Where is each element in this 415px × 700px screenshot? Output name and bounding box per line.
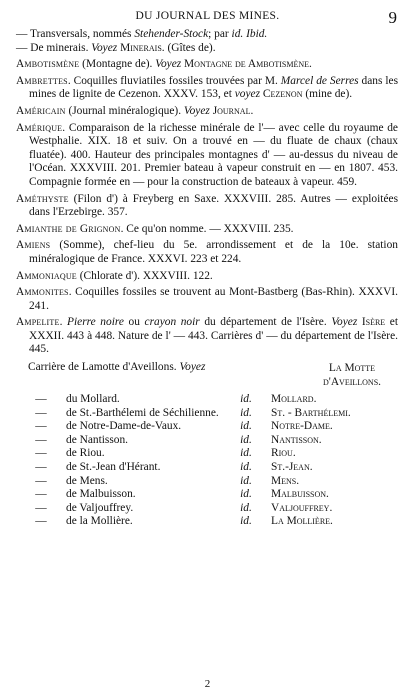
carriere-name: de St.-Barthélemi de Séchilienne. [66, 406, 219, 419]
entry-rest-text: De minerais. [27, 41, 92, 54]
entry-head-text: Amianthe de Grignon [16, 222, 121, 235]
entry-it-text: Marcel de Serres [280, 74, 359, 87]
entry-head-text: Amérique [16, 121, 63, 134]
carriere-ref: Mens. [271, 474, 300, 487]
entry-text-text: . Comparaison de la richesse minérale de l'— avec celle du royaume de Westphalie. XIX. 18 et suiv. On a trouvé en — du fluate de chaux (chaux fluatée). 400. Hauteur des principales montagnes d' — au-dessus du niveau de l'Océan. XXXVIII. 201. Premier bateau à vapeur construit en — en 1807. 453. Compagnie formée en — pour la construction de bateaux à vapeur. 459. [29, 121, 398, 188]
carriere-intro [16, 361, 398, 393]
carriere-id: id. [240, 501, 252, 514]
entry-text-text: (Chlorate d'). XXXVIII. 122. [76, 269, 213, 282]
carriere-ref: Mollard. [271, 393, 317, 406]
index-entry [16, 270, 398, 284]
carriere-dash: — [35, 501, 47, 514]
carriere-id: id. [240, 433, 252, 446]
carriere-dash: — [35, 461, 47, 474]
carriere-row [16, 461, 398, 475]
index-entry [16, 223, 398, 237]
carriere-name: de Notre-Dame-de-Vaux. [66, 420, 182, 433]
carriere-voyez: Voyez [179, 361, 206, 374]
entry-sc-text: Montagne de Ambotismène [181, 58, 310, 71]
entry-head-text: Améthyste [16, 192, 69, 205]
carriere-name: de Mens. [66, 474, 108, 487]
carriere-id: id. [240, 420, 252, 433]
carriere-dash: — [35, 515, 47, 528]
entry-rest-text: et XXXII. 443 à 448. Nature de l' — 443. Carrières d' — du département de l'Isère. 445. [29, 316, 399, 356]
index-entry [16, 75, 398, 102]
carriere-dash: — [35, 406, 47, 419]
carriere-row [16, 434, 398, 448]
entry-rest-text: . [309, 58, 312, 71]
index-entries [16, 28, 398, 357]
carriere-name: de Valjouffrey. [66, 501, 134, 514]
entry-sc-text: Minerais [117, 41, 162, 54]
carriere-dash: — [35, 393, 47, 406]
carriere-id: id. [240, 488, 252, 501]
carriere-ref-line2: d'Aveillons. [322, 376, 381, 389]
carriere-table [16, 393, 398, 529]
entry-sc-text: Isère [357, 316, 386, 329]
entry-it-text: id. Ibid. [231, 28, 268, 40]
entry-it-text: Pierre noire [67, 316, 124, 329]
entry-rest-text: ou [123, 316, 145, 329]
carriere-ref: La Mollière. [271, 515, 333, 528]
carriere-intro-text: Carrière de Lamotte d'Aveillons. [28, 361, 177, 374]
carriere-id: id. [240, 461, 252, 474]
entry-rest-text: (Montagne de). [79, 58, 156, 71]
carriere-id: id. [240, 406, 252, 419]
index-entry [16, 316, 398, 357]
entry-dash-text: — [16, 41, 28, 54]
entry-head-text: Ambotismène [16, 58, 80, 71]
entry-sc-text: Journal [209, 104, 251, 117]
entry-head-text: Américain [16, 104, 66, 117]
carriere-name: de Malbuisson. [66, 488, 136, 501]
entry-rest-text: ; par [208, 28, 232, 40]
carriere-row [16, 420, 398, 434]
running-head: DU JOURNAL DES MINES. [135, 10, 280, 22]
carriere-row [16, 502, 398, 516]
carriere-ref-line1: La Motte [328, 362, 376, 375]
entry-head-text: Amiens [16, 239, 51, 252]
carriere-ref: St.-Jean. [271, 461, 313, 474]
entry-it-text: Stehender-Stock [134, 28, 209, 40]
carriere-id: id. [240, 393, 252, 406]
index-entry [16, 286, 398, 313]
index-entry [16, 42, 398, 56]
entry-rest-text: . Coquilles fluviatiles fossiles trouvées par M. [67, 74, 281, 87]
carriere-row [16, 475, 398, 489]
page-header [0, 8, 415, 28]
index-entry [16, 239, 398, 266]
index-entry [16, 193, 398, 220]
carriere-ref [306, 361, 398, 389]
entry-it-text: Voyez [91, 41, 118, 54]
entry-head-text: Ampelite [16, 316, 60, 329]
entry-rest-text: du département de l'Isère. [199, 316, 332, 329]
carriere-name: de St.-Jean d'Hérant. [66, 461, 161, 474]
entry-rest-text: Transversals, nommés [27, 28, 135, 40]
entry-rest-text: (mine de). [302, 88, 353, 101]
entry-it-text: Voyez [183, 104, 210, 117]
carriere-ref: Valjouffrey. [271, 501, 333, 514]
carriere-dash: — [35, 420, 47, 433]
carriere-dash: — [35, 433, 47, 446]
carriere-ref: St. - Barthélemi. [271, 406, 351, 419]
entry-rest-text: dans les mines de lignite de Cezenon. XXXV. 153, et [29, 74, 398, 101]
page-number: 9 [388, 8, 397, 27]
carriere-name: du Mollard. [66, 393, 120, 406]
entry-text-text: . Coquilles fossiles se trouvent au Mont-Bastberg (Bas-Rhin). XXXVI. 241. [29, 286, 398, 312]
entry-head-text: Ammonites [16, 286, 69, 299]
entry-text-text: (Somme), chef-lieu du 5e. arrondissement et de la 10e. station minéralogique de France. XXXVI. 223 et 224. [29, 239, 398, 265]
index-entry [16, 58, 398, 72]
entry-it-text: Voyez [155, 58, 182, 71]
entry-it-text: crayon noir [144, 316, 200, 329]
carriere-row [16, 407, 398, 421]
carriere-row [16, 447, 398, 461]
carriere-id: id. [240, 515, 252, 528]
carriere-name: de Nantisson. [66, 433, 129, 446]
entry-text-text: (Filon d') à Freyberg en Saxe. XXXVIII. 285. Autres — exploitées dans l'Erzebirge. 357. [29, 192, 398, 219]
entry-head-text: Ammoniaque [16, 269, 77, 282]
carriere-dash: — [35, 474, 47, 487]
index-body [16, 28, 398, 529]
carriere-ref: Notre-Dame. [271, 420, 333, 433]
carriere-ref: Malbuisson. [271, 488, 329, 501]
carriere-name: de Riou. [66, 447, 105, 460]
entry-it-text: Voyez [331, 316, 358, 329]
entry-text-text: . Ce qu'on nomme. — XXXVIII. 235. [120, 222, 294, 235]
index-entry [16, 28, 398, 42]
entry-rest-text: (Journal minéralogique). [65, 104, 184, 117]
carriere-intro-line [28, 361, 205, 375]
carriere-row [16, 515, 398, 529]
carriere-dash: — [35, 447, 47, 460]
carriere-row [16, 393, 398, 407]
carriere-row [16, 488, 398, 502]
carriere-name: de la Mollière. [66, 515, 133, 528]
entry-dash-text: — [16, 28, 28, 40]
carriere-ref: Riou. [271, 447, 296, 460]
entry-rest-text: . (Gîtes de). [161, 41, 216, 54]
entry-rest-text: . [250, 104, 254, 117]
index-entry [16, 105, 398, 119]
entry-sc-text: Cezenon [260, 88, 303, 101]
carriere-id: id. [240, 474, 252, 487]
carriere-dash: — [35, 488, 47, 501]
entry-head-text: Ambrettes [16, 74, 68, 87]
index-entry [16, 122, 398, 190]
entry-it-text: voyez [234, 88, 261, 101]
carriere-ref: Nantisson. [271, 433, 322, 446]
carriere-id: id. [240, 447, 252, 460]
entry-rest-text: . [59, 316, 68, 329]
signature-mark: 2 [204, 678, 211, 690]
